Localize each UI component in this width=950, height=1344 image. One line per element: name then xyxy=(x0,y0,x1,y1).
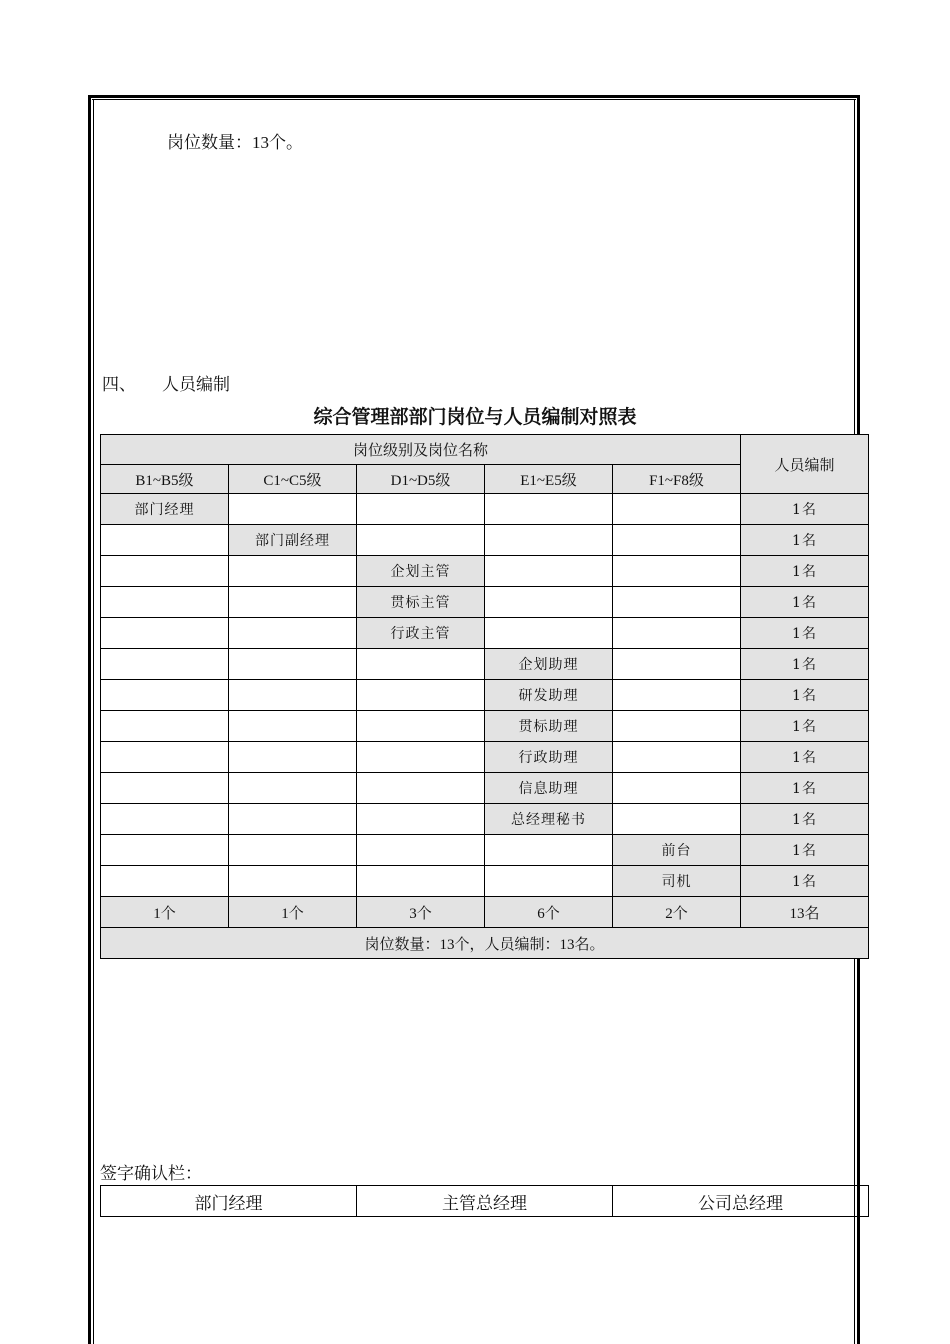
level-total-cell: 1个 xyxy=(101,897,229,928)
position-cell xyxy=(101,711,229,742)
frame-left-inner-line xyxy=(93,99,94,1344)
position-cell xyxy=(101,556,229,587)
position-cell xyxy=(101,525,229,556)
staffing-header-cell: 人员编制 xyxy=(741,435,869,494)
level-total-cell: 2个 xyxy=(613,897,741,928)
position-cell xyxy=(229,680,357,711)
signature-label: 签字确认栏： xyxy=(100,1164,202,1183)
position-cell xyxy=(613,618,741,649)
staffing-count-cell: 1名 xyxy=(741,525,869,556)
level-header-cell: E1~E5级 xyxy=(485,465,613,494)
position-cell xyxy=(357,866,485,897)
staffing-count-cell: 1名 xyxy=(741,618,869,649)
position-cell xyxy=(229,835,357,866)
position-cell: 研发助理 xyxy=(485,680,613,711)
position-cell xyxy=(357,649,485,680)
table-row xyxy=(101,618,869,649)
position-cell xyxy=(485,587,613,618)
position-cell: 司机 xyxy=(613,866,741,897)
position-cell xyxy=(357,494,485,525)
position-cell xyxy=(101,804,229,835)
table-header-row xyxy=(101,435,869,465)
position-cell: 部门副经理 xyxy=(229,525,357,556)
position-cell xyxy=(101,866,229,897)
staffing-count-cell: 1名 xyxy=(741,866,869,897)
table-row xyxy=(101,773,869,804)
table-row xyxy=(101,866,869,897)
staffing-count-cell: 1名 xyxy=(741,649,869,680)
position-cell xyxy=(485,835,613,866)
position-cell: 部门经理 xyxy=(101,494,229,525)
signature-table xyxy=(100,1185,869,1217)
staffing-count-cell: 1名 xyxy=(741,680,869,711)
level-total-cell: 6个 xyxy=(485,897,613,928)
signature-role-cell: 公司总经理 xyxy=(613,1186,869,1217)
frame-top-outer-line xyxy=(88,95,860,98)
position-cell xyxy=(101,649,229,680)
position-cell xyxy=(613,587,741,618)
position-cell xyxy=(357,525,485,556)
signature-row xyxy=(101,1186,869,1217)
level-header-cell: F1~F8级 xyxy=(613,465,741,494)
staffing-count-cell: 1名 xyxy=(741,711,869,742)
table-row xyxy=(101,742,869,773)
section-heading xyxy=(102,370,230,395)
position-cell xyxy=(229,618,357,649)
frame-left-outer-line xyxy=(88,95,91,1344)
table-row xyxy=(101,525,869,556)
position-cell: 行政主管 xyxy=(357,618,485,649)
position-cell xyxy=(485,525,613,556)
group-header-cell: 岗位级别及岗位名称 xyxy=(101,435,741,465)
staffing-count-cell: 1名 xyxy=(741,556,869,587)
position-cell: 企划助理 xyxy=(485,649,613,680)
post-count-text: 岗位数量：13个。 xyxy=(167,133,303,152)
position-cell xyxy=(229,711,357,742)
position-cell: 贯标助理 xyxy=(485,711,613,742)
position-cell xyxy=(101,618,229,649)
staffing-count-cell: 1名 xyxy=(741,773,869,804)
staffing-count-cell: 1名 xyxy=(741,587,869,618)
position-cell: 前台 xyxy=(613,835,741,866)
staffing-table xyxy=(100,434,869,959)
staffing-count-cell: 1名 xyxy=(741,835,869,866)
table-row xyxy=(101,711,869,742)
position-cell xyxy=(613,649,741,680)
position-cell xyxy=(613,742,741,773)
table-title: 综合管理部部门岗位与人员编制对照表 xyxy=(313,406,637,428)
position-cell xyxy=(229,742,357,773)
staffing-count-cell: 1名 xyxy=(741,494,869,525)
table-row xyxy=(101,494,869,525)
position-cell: 企划主管 xyxy=(357,556,485,587)
summary-row xyxy=(101,928,869,959)
position-cell xyxy=(229,804,357,835)
table-row xyxy=(101,587,869,618)
level-total-cell: 3个 xyxy=(357,897,485,928)
position-cell xyxy=(101,742,229,773)
level-header-cell: D1~D5级 xyxy=(357,465,485,494)
level-header-cell: C1~C5级 xyxy=(229,465,357,494)
position-cell xyxy=(357,804,485,835)
position-cell xyxy=(485,556,613,587)
position-cell xyxy=(101,835,229,866)
position-cell xyxy=(613,680,741,711)
position-cell xyxy=(613,556,741,587)
position-cell xyxy=(357,835,485,866)
position-cell xyxy=(613,773,741,804)
position-cell: 行政助理 xyxy=(485,742,613,773)
summary-cell: 岗位数量：13个，人员编制：13名。 xyxy=(101,928,869,959)
table-row xyxy=(101,556,869,587)
position-cell xyxy=(613,494,741,525)
staffing-count-cell: 1名 xyxy=(741,742,869,773)
position-cell xyxy=(357,680,485,711)
section-number: 四、 xyxy=(102,375,136,394)
position-cell: 信息助理 xyxy=(485,773,613,804)
position-cell xyxy=(229,866,357,897)
position-cell xyxy=(101,587,229,618)
totals-row xyxy=(101,897,869,928)
position-cell xyxy=(229,649,357,680)
signature-role-cell: 主管总经理 xyxy=(357,1186,613,1217)
staffing-count-cell: 1名 xyxy=(741,804,869,835)
table-row xyxy=(101,804,869,835)
position-cell xyxy=(485,866,613,897)
position-cell xyxy=(485,618,613,649)
position-cell xyxy=(229,587,357,618)
table-row xyxy=(101,680,869,711)
position-cell xyxy=(229,556,357,587)
table-row xyxy=(101,835,869,866)
position-cell xyxy=(357,742,485,773)
position-cell xyxy=(485,494,613,525)
signature-role-cell: 部门经理 xyxy=(101,1186,357,1217)
table-row xyxy=(101,649,869,680)
frame-top-inner-line xyxy=(92,99,856,100)
level-total-cell: 1个 xyxy=(229,897,357,928)
position-cell xyxy=(357,773,485,804)
section-title: 人员编制 xyxy=(162,375,230,394)
position-cell xyxy=(613,711,741,742)
position-cell: 总经理秘书 xyxy=(485,804,613,835)
position-cell xyxy=(101,680,229,711)
position-cell xyxy=(229,494,357,525)
position-cell xyxy=(229,773,357,804)
position-cell: 贯标主管 xyxy=(357,587,485,618)
position-cell xyxy=(101,773,229,804)
position-cell xyxy=(357,711,485,742)
level-header-cell: B1~B5级 xyxy=(101,465,229,494)
position-cell xyxy=(613,525,741,556)
position-cell xyxy=(613,804,741,835)
staffing-total-cell: 13名 xyxy=(741,897,869,928)
